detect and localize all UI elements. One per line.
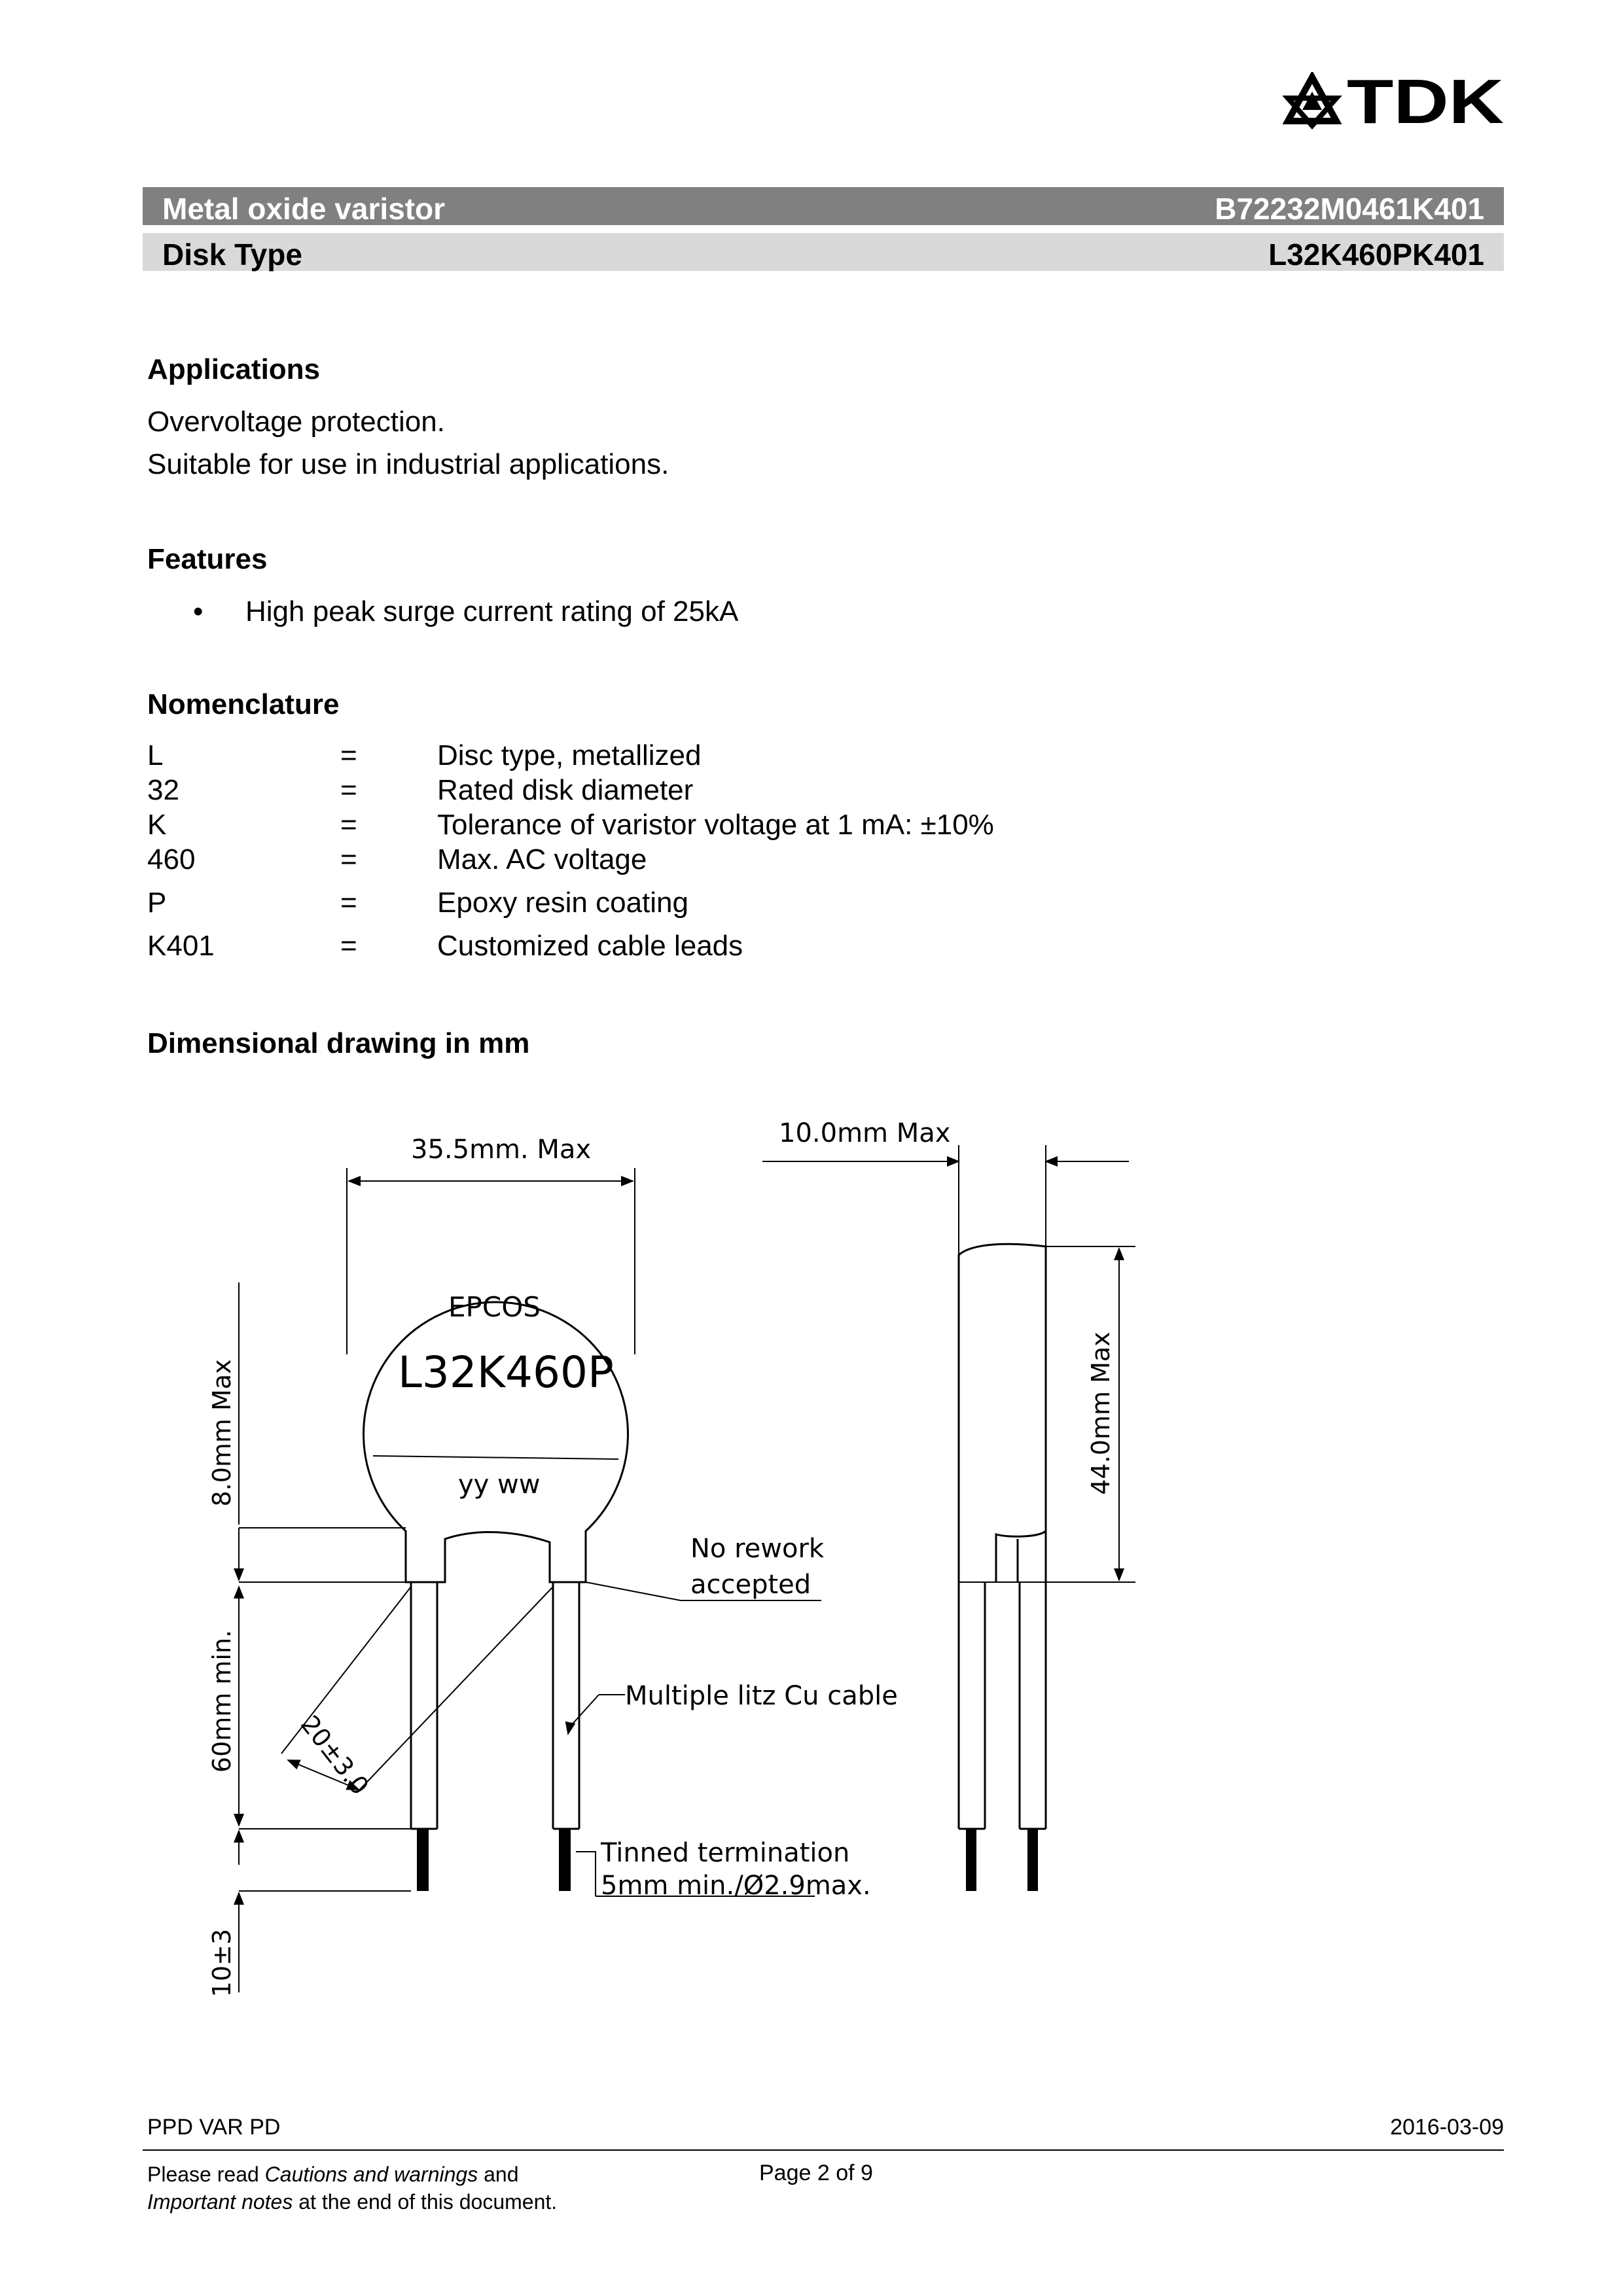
nomenclature-desc: Customized cable leads [437, 930, 743, 962]
nomenclature-equals: = [340, 739, 357, 771]
footer-note [147, 2161, 557, 2216]
thickness-label: 10.0mm Max [779, 1118, 951, 1148]
nomenclature-desc: Rated disk diameter [437, 774, 694, 806]
nomenclature-code: K [147, 809, 167, 841]
note-tinned-line-1: Tinned termination [601, 1838, 850, 1868]
feature-bullet: • [193, 595, 204, 627]
nomenclature-code: 32 [147, 774, 179, 806]
applications-heading: Applications [147, 353, 321, 385]
width-label: 35.5mm. Max [411, 1135, 592, 1165]
features-heading: Features [147, 543, 268, 575]
thickness-dimension [762, 1145, 1129, 1255]
type-designation: L32K460PK401 [1268, 238, 1484, 272]
footer-note-important: Important notes [147, 2190, 293, 2214]
nomenclature-desc: Epoxy resin coating [437, 887, 688, 919]
marking-brand: EPCOS [448, 1291, 541, 1323]
footer-note-cautions: Cautions and warnings [264, 2163, 478, 2186]
applications-line-1: Overvoltage protection. [147, 406, 445, 438]
nomenclature-code: L [147, 739, 164, 771]
note-tinned-line-2: 5mm min./Ø2.9max. [601, 1871, 871, 1901]
feature-item-1: High peak surge current rating of 25kA [245, 595, 739, 627]
nomenclature-equals: = [340, 809, 357, 841]
marking-type: L32K460P [398, 1347, 614, 1398]
marking-date: yy ww [458, 1470, 541, 1500]
nomenclature-desc: Tolerance of varistor voltage at 1 mA: ±10% [437, 809, 994, 841]
product-category: Metal oxide varistor [162, 192, 446, 226]
tdk-logo [1283, 72, 1505, 131]
side-lead-left [959, 1582, 985, 1891]
nomenclature-equals: = [340, 774, 357, 806]
nomenclature-equals: = [340, 887, 357, 919]
nomenclature-heading: Nomenclature [147, 688, 340, 720]
note-cable: Multiple litz Cu cable [625, 1681, 898, 1711]
header-subtitle-band [143, 233, 1504, 271]
footer-note-suffix: at the end of this document. [293, 2190, 558, 2214]
tdk-logo-text: TDK [1347, 72, 1504, 131]
header-title-band [143, 187, 1504, 225]
drawing-heading: Dimensional drawing in mm [147, 1027, 530, 1059]
footer-date: 2016-03-09 [1390, 2115, 1504, 2140]
spacing-label: 20±3.0 [294, 1710, 375, 1801]
tdk-logo-symbol-icon [1288, 77, 1336, 126]
footer-page-number: Page 2 of 9 [759, 2161, 873, 2185]
nomenclature-desc: Disc type, metallized [437, 739, 702, 771]
footer-department: PPD VAR PD [147, 2115, 281, 2140]
footer-note-prefix: Please read [147, 2163, 265, 2186]
nomenclature-desc: Max. AC voltage [437, 843, 647, 875]
note-rework-line-2: accepted [690, 1570, 812, 1600]
coating-line [373, 1456, 618, 1459]
body-height-label: 44.0mm Max [1086, 1332, 1115, 1495]
front-lead-left [411, 1582, 437, 1891]
nomenclature-equals: = [340, 930, 357, 962]
side-lead-right [1020, 1582, 1046, 1891]
product-type: Disk Type [162, 238, 302, 272]
footer-note-mid: and [478, 2163, 519, 2186]
applications-line-2: Suitable for use in industrial applications. [147, 448, 669, 480]
varistor-side-body [959, 1244, 1046, 1582]
lead-length-label: 60mm min. [207, 1629, 236, 1773]
varistor-disk-body [364, 1302, 628, 1582]
front-lead-right [553, 1582, 579, 1891]
nomenclature-equals: = [340, 843, 357, 875]
nomenclature-code: 460 [147, 843, 196, 875]
note-rework-line-1: No rework [690, 1534, 825, 1564]
ordering-code: B72232M0461K401 [1215, 192, 1484, 226]
height-label: 8.0mm Max [207, 1359, 236, 1507]
side-lead-neck [1018, 1531, 1046, 1582]
left-dimensions [239, 1282, 411, 1992]
dimensional-drawing [0, 1086, 1623, 2068]
nomenclature-code: P [147, 887, 167, 919]
width-dimension [347, 1168, 635, 1354]
footer-divider [143, 2149, 1504, 2151]
nomenclature-code: K401 [147, 930, 215, 962]
tinned-length-label: 10±3 [207, 1928, 236, 1998]
